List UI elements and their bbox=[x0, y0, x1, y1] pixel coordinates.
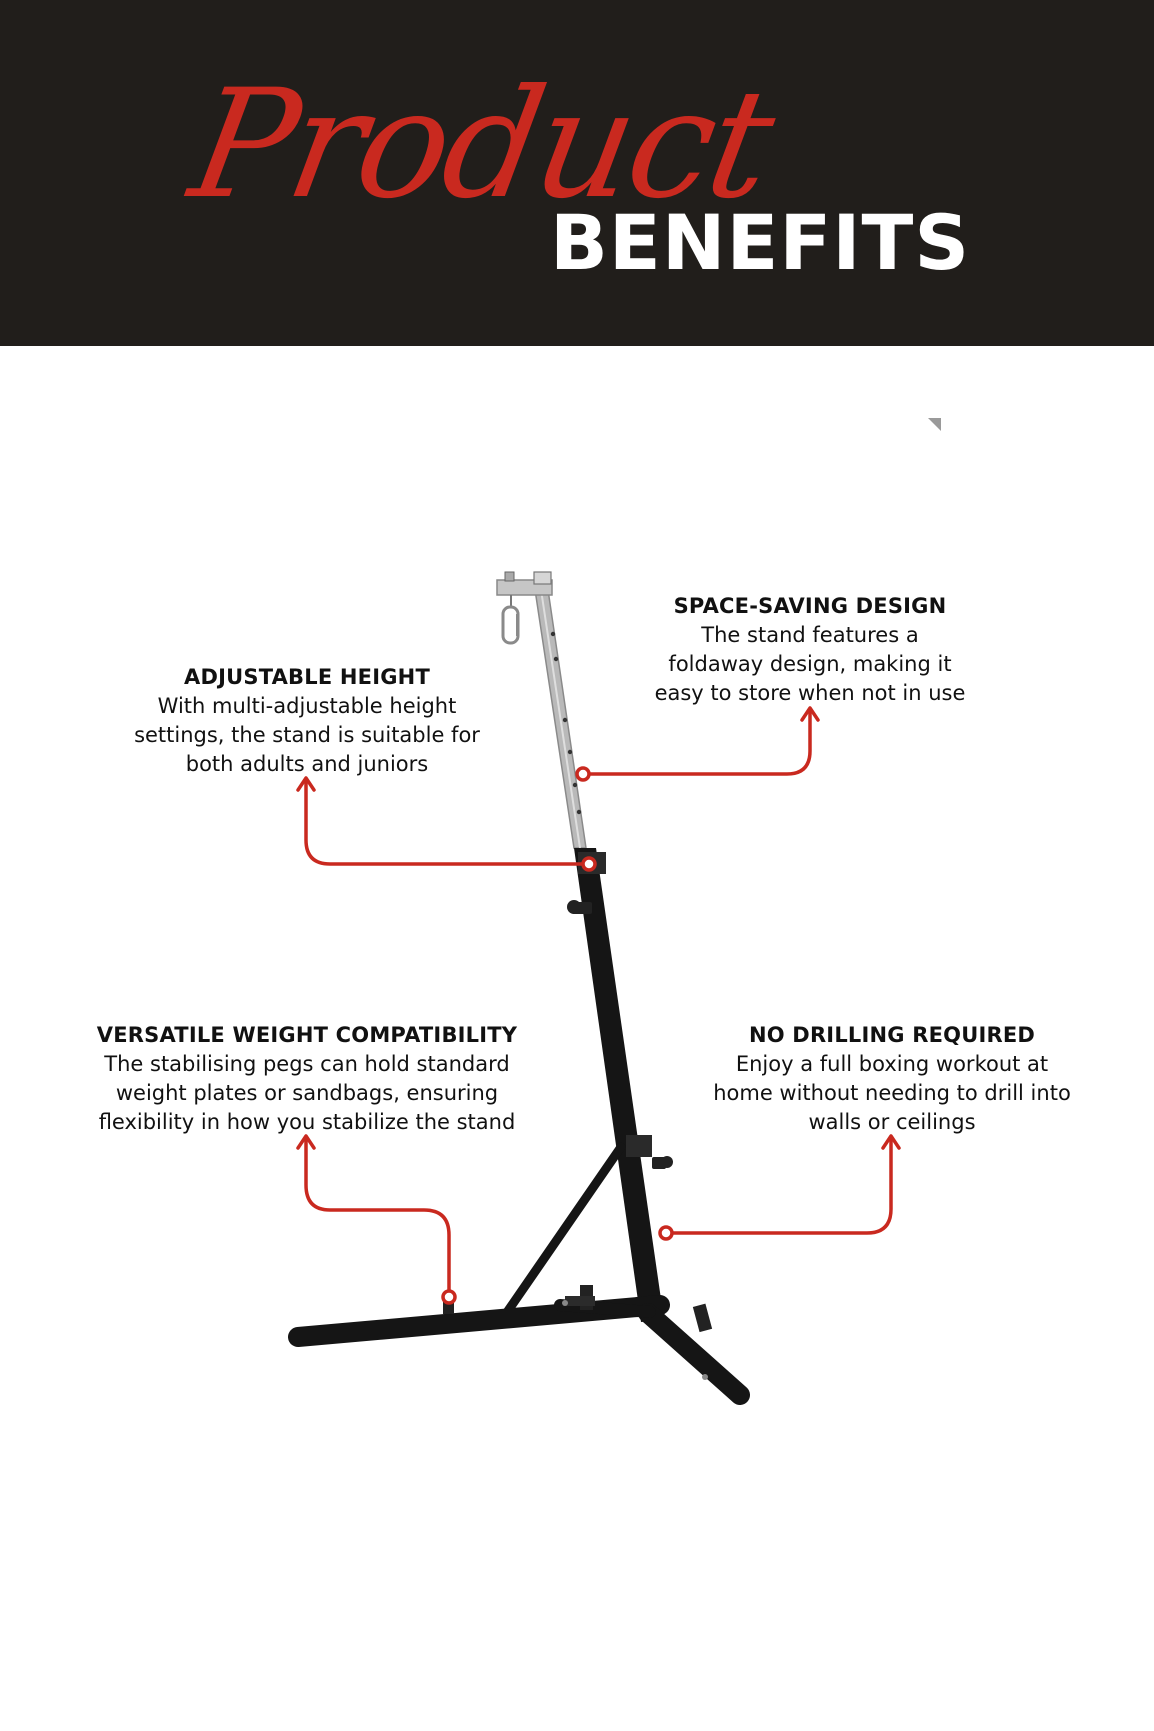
connector-weight-compatibility bbox=[306, 1140, 449, 1297]
benefit-description: The stand features a foldaway design, making it easy to store when not in use bbox=[654, 623, 966, 705]
silver-upper-pole bbox=[534, 583, 586, 848]
benefit-heading: VERSATILE WEIGHT COMPATIBILITY bbox=[96, 1023, 518, 1047]
black-main-pole bbox=[567, 848, 673, 1322]
anchor-weight-compatibility-icon bbox=[443, 1291, 455, 1303]
carabiner-hook bbox=[503, 607, 518, 643]
benefit-description: With multi-adjustable height settings, the stand is suitable for both adults and juniors bbox=[134, 694, 480, 776]
connector-space-saving bbox=[583, 712, 810, 774]
benefit-description: Enjoy a full boxing workout at home without needing to drill into walls or ceilings bbox=[713, 1052, 1071, 1134]
connector-adjustable-height bbox=[306, 782, 589, 864]
anchor-space-saving-icon bbox=[577, 768, 589, 780]
benefit-no-drilling bbox=[700, 1021, 1084, 1137]
benefit-weight-compatibility bbox=[82, 1021, 532, 1137]
benefit-heading: SPACE-SAVING DESIGN bbox=[673, 594, 947, 618]
benefit-description: The stabilising pegs can hold standard weight plates or sandbags, ensuring flexibility in how you stabilize the stand bbox=[98, 1052, 516, 1134]
benefit-heading: NO DRILLING REQUIRED bbox=[748, 1023, 1036, 1047]
benefit-adjustable-height bbox=[118, 663, 496, 779]
benefit-space-saving bbox=[640, 592, 980, 708]
anchor-no-drilling-icon bbox=[660, 1227, 672, 1239]
anchor-adjustable-height-icon bbox=[583, 858, 595, 870]
connector-no-drilling bbox=[666, 1140, 891, 1233]
script-title-product: Product bbox=[179, 58, 783, 232]
title-benefits: BENEFITS bbox=[550, 198, 971, 287]
benefit-heading: ADJUSTABLE HEIGHT bbox=[184, 665, 430, 689]
diagonal-brace bbox=[498, 1147, 621, 1323]
